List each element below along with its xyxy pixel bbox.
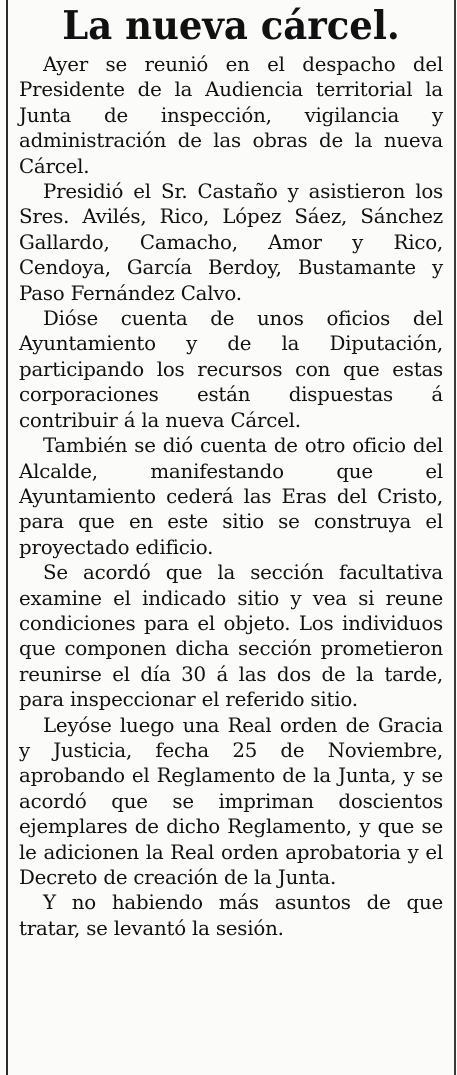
article-paragraph: Dióse cuenta de unos oficios del Ayuntamiento y de la Diputación, participando los recursos con que estas corporaciones están dispuestas á contribuir á la nueva Cárcel.: [19, 307, 443, 432]
article-paragraph: Y no habiendo más asuntos de que tratar, se levantó la sesión.: [19, 891, 443, 940]
article-paragraph: Ayer se reunió en el despacho del Presidente de la Audiencia territorial la Junta de inspección, vigilancia y administración de las obras de la nueva Cárcel.: [19, 53, 443, 178]
article-paragraph: También se dió cuenta de otro oficio del Alcalde, manifestando que el Ayuntamiento cederá las Eras del Cristo, para que en este sitio se construya el proyectado edificio.: [19, 434, 443, 559]
article-paragraph: Presidió el Sr. Castaño y asistieron los Sres. Avilés, Rico, López Sáez, Sánchez Gallardo, Camacho, Amor y Rico, Cendoya, García Berdoy, Bustamante y Paso Fernández Calvo.: [19, 180, 443, 305]
article-paragraph: Se acordó que la sección facultativa examine el indicado sitio y vea si reune condiciones para el objeto. Los individuos que componen dicha sección prometieron reunirse el día 30 á las dos de la tarde, para inspeccionar el referido sitio.: [19, 561, 443, 712]
column-rule-right: [454, 0, 456, 1075]
article-headline: La nueva cárcel.: [62, 2, 400, 49]
article-paragraph: Leyóse luego una Real orden de Gracia y Justicia, fecha 25 de Noviembre, aprobando el Reglamento de la Junta, y se acordó que se impriman doscientos ejemplares de dicho Reglamento, y que se le adicionen la Real orden aprobatoria y el Decreto de creación de la Junta.: [19, 713, 443, 889]
article-column: [19, 0, 443, 941]
column-rule-left: [6, 0, 8, 1075]
